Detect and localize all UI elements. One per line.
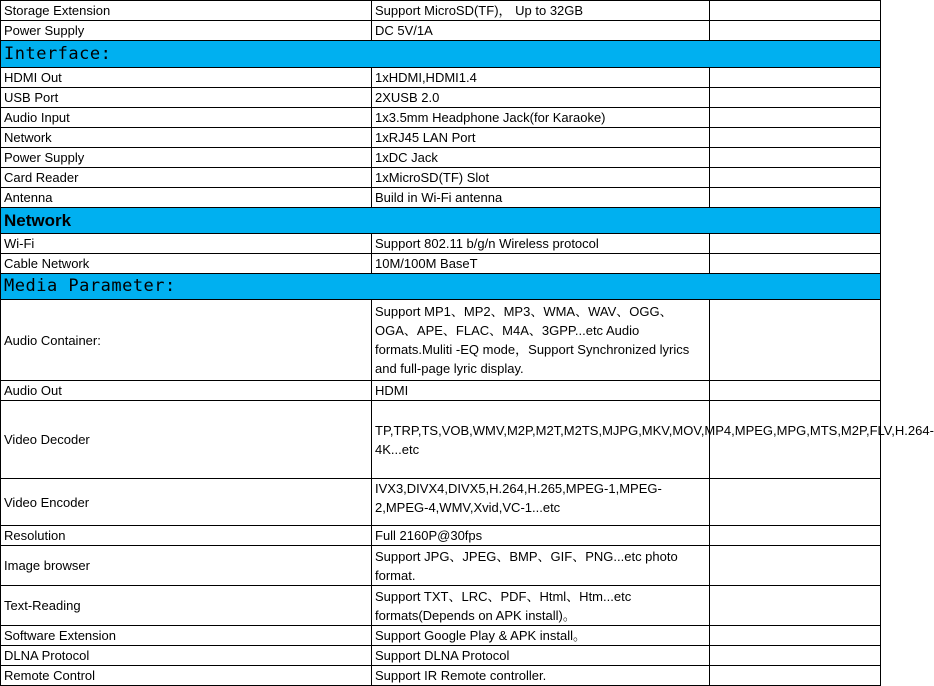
spec-empty-cell <box>710 1 881 21</box>
spec-value: Support 802.11 b/g/n Wireless protocol <box>372 234 710 254</box>
spec-empty-cell <box>710 128 881 148</box>
spec-row-audio-out <box>1 381 881 401</box>
spec-label: Antenna <box>1 188 372 208</box>
spec-value: Support Google Play & APK install。 <box>372 626 710 646</box>
spec-empty-cell <box>710 586 881 626</box>
spec-empty-cell <box>710 168 881 188</box>
spec-label: Software Extension <box>1 626 372 646</box>
spec-empty-cell <box>710 21 881 41</box>
spec-value: 2XUSB 2.0 <box>372 88 710 108</box>
spec-empty-cell <box>710 626 881 646</box>
spec-label: Power Supply <box>1 148 372 168</box>
spec-label: Power Supply <box>1 21 372 41</box>
spec-label: Card Reader <box>1 168 372 188</box>
section-title: Media Parameter: <box>1 274 881 300</box>
spec-empty-cell <box>710 234 881 254</box>
spec-value: Full 2160P@30fps <box>372 526 710 546</box>
spec-row-dlna-protocol <box>1 646 881 666</box>
section-header-media-parameter <box>1 274 881 300</box>
spec-label: Video Decoder <box>1 401 372 479</box>
spec-empty-cell <box>710 526 881 546</box>
spec-row-video-encoder <box>1 479 881 526</box>
spec-empty-cell <box>710 68 881 88</box>
spec-row-resolution <box>1 526 881 546</box>
spec-row-antenna <box>1 188 881 208</box>
spec-row-software-extension <box>1 626 881 646</box>
spec-row-video-decoder <box>1 401 881 479</box>
spec-row-remote-control <box>1 666 881 686</box>
section-header-interface <box>1 41 881 68</box>
spec-value: 1xRJ45 LAN Port <box>372 128 710 148</box>
spec-label: Audio Out <box>1 381 372 401</box>
spec-label: Wi-Fi <box>1 234 372 254</box>
spec-value: Support MP1、MP2、MP3、WMA、WAV、OGG、OGA、APE、FLAC、M4A、3GPP...etc Audio formats.Muliti -EQ mode，Support Synchronized lyrics and full-page lyric display. <box>372 300 710 381</box>
spec-label: Storage Extension <box>1 1 372 21</box>
spec-row-hdmi-out <box>1 68 881 88</box>
spec-row-audio-container <box>1 300 881 381</box>
spec-value: IVX3,DIVX4,DIVX5,H.264,H.265,MPEG-1,MPEG-2,MPEG-4,WMV,Xvid,VC-1...etc <box>372 479 710 526</box>
spec-row-image-browser <box>1 546 881 586</box>
spec-value: 1x3.5mm Headphone Jack(for Karaoke) <box>372 108 710 128</box>
spec-row-wifi <box>1 234 881 254</box>
section-title: Network <box>1 208 881 234</box>
spec-value: Support TXT、LRC、PDF、Html、Htm...etc formats(Depends on APK install)。 <box>372 586 710 626</box>
spec-label: Resolution <box>1 526 372 546</box>
spec-label: Video Encoder <box>1 479 372 526</box>
spec-empty-cell <box>710 108 881 128</box>
spec-value: TP,TRP,TS,VOB,WMV,M2P,M2T,M2TS,MJPG,MKV,MOV,MP4,MPEG,MPG,MTS,M2P,FLV,H.264-4K...etc <box>372 401 710 479</box>
section-title: Interface: <box>1 41 881 68</box>
spec-label: USB Port <box>1 88 372 108</box>
spec-value: 10M/100M BaseT <box>372 254 710 274</box>
spec-label: Cable Network <box>1 254 372 274</box>
spec-value: Support MicroSD(TF)， Up to 32GB <box>372 1 710 21</box>
spec-value: Support IR Remote controller. <box>372 666 710 686</box>
spec-row-text-reading <box>1 586 881 626</box>
spec-label: Text-Reading <box>1 586 372 626</box>
spec-empty-cell <box>710 646 881 666</box>
spec-empty-cell <box>710 401 881 479</box>
spec-label: Audio Container: <box>1 300 372 381</box>
spec-value: Support DLNA Protocol <box>372 646 710 666</box>
spec-label: DLNA Protocol <box>1 646 372 666</box>
spec-label: Remote Control <box>1 666 372 686</box>
spec-row-network <box>1 128 881 148</box>
spec-row-cable-network <box>1 254 881 274</box>
spec-row-audio-input <box>1 108 881 128</box>
spec-label: HDMI Out <box>1 68 372 88</box>
spec-empty-cell <box>710 188 881 208</box>
section-header-network <box>1 208 881 234</box>
spec-value: Build in Wi-Fi antenna <box>372 188 710 208</box>
spec-empty-cell <box>710 479 881 526</box>
spec-row-power-supply <box>1 21 881 41</box>
spec-empty-cell <box>710 88 881 108</box>
spec-empty-cell <box>710 546 881 586</box>
spec-row-usb-port <box>1 88 881 108</box>
spec-value: 1xHDMI,HDMI1.4 <box>372 68 710 88</box>
spec-value: Support JPG、JPEG、BMP、GIF、PNG...etc photo format. <box>372 546 710 586</box>
spec-row-power-supply-jack <box>1 148 881 168</box>
spec-value: 1xMicroSD(TF) Slot <box>372 168 710 188</box>
spec-label: Audio Input <box>1 108 372 128</box>
spec-value: HDMI <box>372 381 710 401</box>
spec-empty-cell <box>710 300 881 381</box>
spec-label: Network <box>1 128 372 148</box>
spec-row-storage-extension <box>1 1 881 21</box>
spec-empty-cell <box>710 666 881 686</box>
spec-empty-cell <box>710 254 881 274</box>
spec-empty-cell <box>710 148 881 168</box>
spec-empty-cell <box>710 381 881 401</box>
spec-row-card-reader <box>1 168 881 188</box>
spec-label: Image browser <box>1 546 372 586</box>
spec-value: DC 5V/1A <box>372 21 710 41</box>
spec-value: 1xDC Jack <box>372 148 710 168</box>
